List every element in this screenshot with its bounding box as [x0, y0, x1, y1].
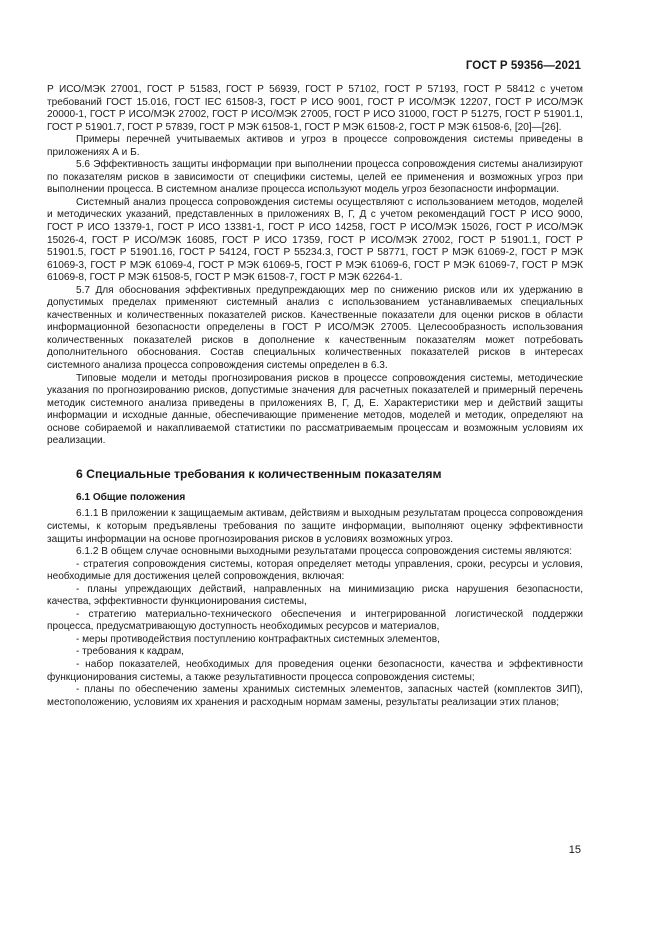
page-number: 15: [568, 844, 581, 856]
list-item: - планы по обеспечению замены хранимых системных элементов, запасных частей (комплектов ЗИП), местоположению, условиям их хранения и расходным нормам замены, результаты реализации этих планов;: [47, 684, 583, 708]
section-heading: 6 Специальные требования к количественным показателям: [76, 466, 442, 481]
paragraph-continuation: Р ИСО/МЭК 27001, ГОСТ Р 51583, ГОСТ Р 56939, ГОСТ Р 57102, ГОСТ Р 57193, ГОСТ Р 58412 с учетом требований ГОСТ 15.016, ГОСТ IEC 61508-3, ГОСТ Р ИСО 9001, ГОСТ Р ИСО/МЭК 12207, ГОСТ Р ИСО/МЭК 20000-1, ГОСТ Р ИСО/МЭК 27002, ГОСТ Р ИСО/МЭК 27005, ГОСТ Р ИСО 31000, ГОСТ Р 51275, ГОСТ Р 51901.1, ГОСТ Р 51901.7, ГОСТ Р 57839, ГОСТ Р МЭК 61508-1, ГОСТ Р МЭК 61508-2, ГОСТ Р МЭК 61508-6, [20]—[26].: [47, 84, 583, 133]
subsection-heading: 6.1 Общие положения: [76, 491, 186, 503]
paragraph-5-7: 5.7 Для обоснования эффективных предупреждающих мер по снижению рисков или их удержанию в допустимых пределах применяют системный анализ с использованием устанавливаемых специальных качественных и количественных показателей рисков. Качественные показатели для оценки рисков в области информационной безопасности определены в ГОСТ Р ИСО/МЭК 27005. Целесообразность использования количественных показателей рисков в дополнение к качественным показателям может потребовать дополнительного обоснования. Состав специальных количественных показателей рисков в интересах системного анализа процесса сопровождения системы определен в 6.3.: [47, 284, 583, 372]
list-item: - планы упреждающих действий, направленных на минимизацию риска нарушения безопасности, качества, эффективности функционирования системы,: [47, 583, 583, 608]
paragraph: Типовые модели и методы прогнозирования рисков в процессе сопровождения системы, методические указания по прогнозированию рисков, допустимые значения для расчетных показателей и примерный перечень методик системного анализа приведены в приложениях В, Г, Д, Е. Характеристики мер и действий защиты информации и исходные данные, обеспечивающие применение методов, моделей и методик, определяют на основе собираемой и накапливаемой статистики по рассматриваемым процессам и возможным условиям их реализации.: [47, 372, 583, 447]
list-item: - набор показателей, необходимых для проведения оценки безопасности, качества и эффективности функционирования системы, а также результативности процесса сопровождения системы;: [47, 658, 583, 683]
list-item: - стратегию материально-технического обеспечения и интегрированной логистической поддержки процесса, предусматривающую доступность необходимых ресурсов и материалов,: [47, 608, 583, 633]
paragraph-6-1-1: 6.1.1 В приложении к защищаемым активам, действиям и выходным результатам процесса сопровождения системы, к которым предъявлены требования по защите информации, выполняют оценку эффективности защиты информации на основе прогнозирования рисков в условиях возможных угроз.: [47, 508, 583, 545]
paragraph: Системный анализ процесса сопровождения системы осуществляют с использованием методов, моделей и методических указаний, представленных в приложениях В, Г, Д с учетом рекомендаций ГОСТ Р ИСО 9000, ГОСТ Р ИСО 13379-1, ГОСТ Р ИСО 13381-1, ГОСТ Р ИСО 14258, ГОСТ Р ИСО/МЭК 15026, ГОСТ Р ИСО/МЭК 15026-4, ГОСТ Р ИСО/МЭК 16085, ГОСТ Р ИСО 17359, ГОСТ Р ИСО/МЭК 27002, ГОСТ Р 51901.1, ГОСТ Р 51901.5, ГОСТ Р 51901.16, ГОСТ Р 54124, ГОСТ Р 55234.3, ГОСТ Р 58771, ГОСТ Р МЭК 61069-2, ГОСТ Р МЭК 61069-3, ГОСТ Р МЭК 61069-4, ГОСТ Р МЭК 61069-5, ГОСТ Р МЭК 61069-6, ГОСТ Р МЭК 61069-7, ГОСТ Р МЭК 61069-8, ГОСТ Р МЭК 61508-5, ГОСТ Р МЭК 61508-7, ГОСТ Р МЭК 62264-1.: [47, 196, 583, 284]
paragraph-6-1-2: 6.1.2 В общем случае основными выходными результатами процесса сопровождения системы являются:: [76, 546, 573, 558]
list-item: - требования к кадрам,: [76, 646, 184, 658]
doc-id: ГОСТ Р 59356—2021: [465, 60, 581, 72]
paragraph-5-6: 5.6 Эффективность защиты информации при выполнении процесса сопровождения системы анализируют по показателям рисков в зависимости от специфики системы, целей ее применения и возможных угроз при выполнении процесса. В системном анализе процесса используют модель угроз безопасности информации.: [47, 159, 583, 196]
list-item: - стратегия сопровождения системы, которая определяет методы управления, сроки, ресурсы и условия, необходимые для достижения целей сопровождения, включая:: [47, 558, 583, 583]
list-item: - меры противодействия поступлению контрафактных системных элементов,: [76, 633, 440, 645]
document-body: [47, 84, 583, 709]
paragraph: Примеры перечней учитываемых активов и угроз в процессе сопровождения системы приведены в приложениях А и Б.: [47, 134, 583, 158]
